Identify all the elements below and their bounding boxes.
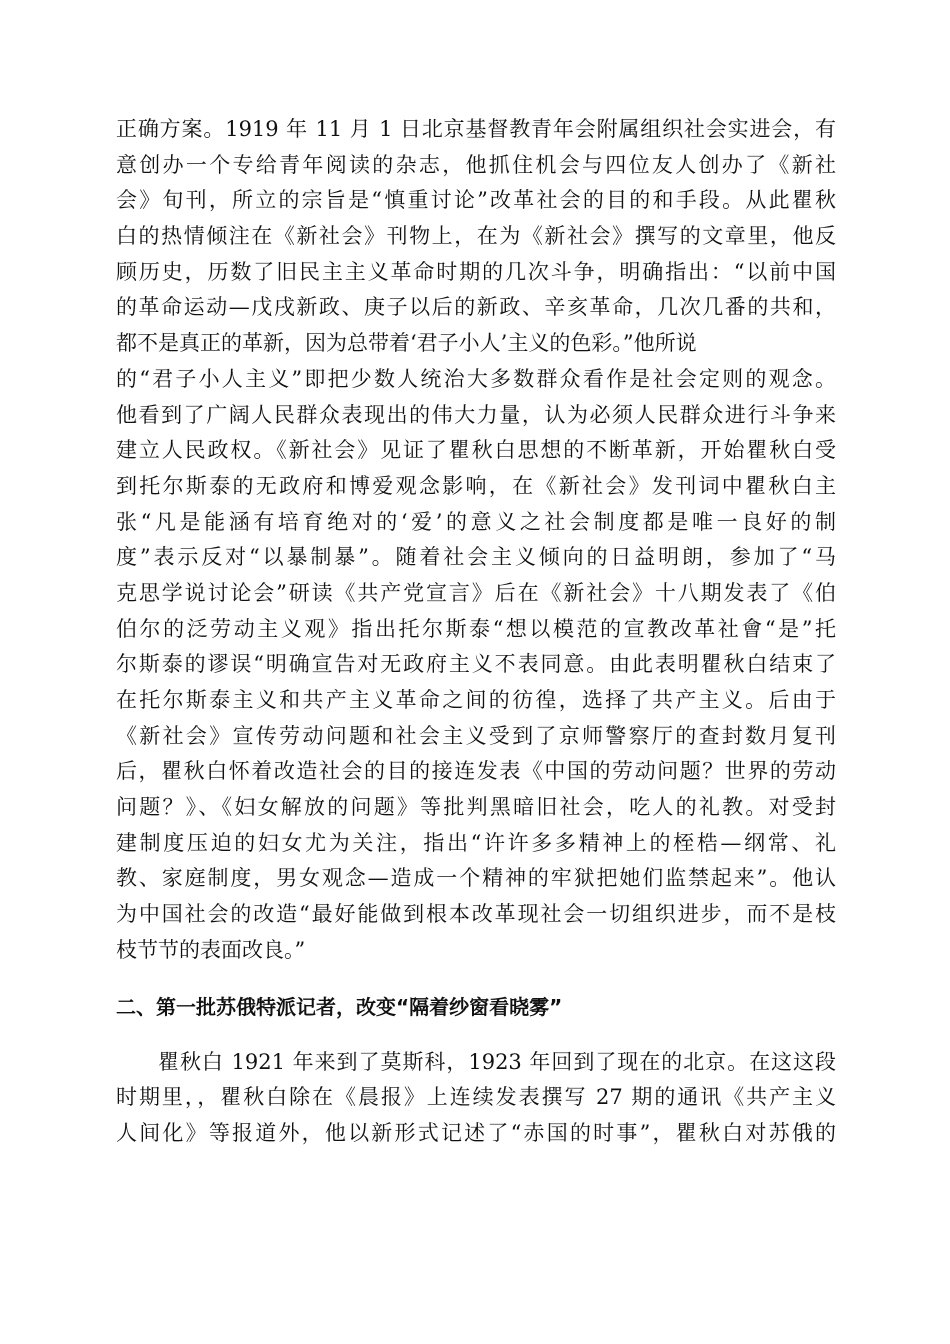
text-line: 教、家庭制度，男女观念—造成一个精神的牢狱把她们监禁起来”。他认 bbox=[116, 866, 836, 891]
text-line: 问题？》、《妇女解放的问题》等批判黑暗旧社会，吃人的礼教。对受封 bbox=[116, 795, 836, 820]
text-line: 后，瞿秋白怀着改造社会的目的接连发表《中国的劳动问题？世界的劳动 bbox=[116, 759, 836, 784]
text-line: 在托尔斯泰主义和共产主义革命之间的彷徨，选择了共产主义。后由于 bbox=[116, 688, 836, 712]
text-line: 的革命运动—戊戌新政、庚子以后的新政、辛亥革命，几次几番的共和， bbox=[116, 295, 836, 320]
text-line: 建制度压迫的妇女尤为关注，指出“许许多多精神上的桎梏—纲常、礼 bbox=[116, 830, 836, 855]
text-line: 克思学说讨论会”研读《共产党宣言》后在《新社会》十八期发表了《伯 bbox=[116, 580, 836, 605]
text-line: 他看到了广阔人民群众表现出的伟大力量，认为必须人民群众进行斗争来 bbox=[116, 402, 836, 427]
paragraph-1 bbox=[116, 112, 836, 969]
text-line: 正确方案。1919 年 11 月 1 日北京基督教青年会附属组织社会实进会，有 bbox=[116, 117, 836, 141]
text-line: 的“君子小人主义”即把少数人统治大多数群众看作是社会定则的观念。 bbox=[116, 366, 836, 391]
text-line: 建立人民政权。《新社会》见证了瞿秋白思想的不断革新，开始瞿秋白受 bbox=[116, 438, 836, 463]
text-line: 白的热情倾注在《新社会》刊物上，在为《新社会》撰写的文章里，他反 bbox=[116, 224, 836, 249]
text-line: 顾历史，历数了旧民主主义革命时期的几次斗争，明确指出：“以前中国 bbox=[116, 259, 836, 284]
text-line: 枝节节的表面改良。” bbox=[116, 937, 306, 962]
text-line: 伯尔的泛劳动主义观》指出托尔斯泰“想以模范的宣教改革社會“是”托 bbox=[116, 616, 836, 641]
text-line: 时期里，，瞿秋白除在《晨报》上连续发表撰写 27 期的通讯《共产主义 bbox=[116, 1085, 836, 1110]
text-line: 都不是真正的革新，因为总带着‘君子小人’主义的色彩。”他所说 bbox=[116, 331, 697, 356]
text-line: 会》旬刊，所立的宗旨是“慎重讨论”改革社会的目的和手段。从此瞿秋 bbox=[116, 188, 836, 213]
text-line: 张“凡是能涵有培育绝对的‘爱’的意义之社会制度都是唯一良好的制 bbox=[116, 509, 836, 534]
section-heading: 二、第一批苏俄特派记者，改变“隔着纱窗看晓雾” bbox=[116, 994, 563, 1019]
text-line: 尔斯泰的谬误“明确宣告对无政府主义不表同意。由此表明瞿秋白结束了 bbox=[116, 652, 836, 677]
document-page bbox=[116, 112, 836, 1152]
text-line: 人间化》等报道外，他以新形式记述了“赤国的时事”，瞿秋白对苏俄的 bbox=[116, 1120, 836, 1145]
text-line: 度”表示反对“以暴制暴”。随着社会主义倾向的日益明朗，参加了“马 bbox=[116, 545, 836, 570]
text-line: 意创办一个专给青年阅读的杂志，他抓住机会与四位友人创办了《新社 bbox=[116, 152, 836, 177]
text-line: 到托尔斯泰的无政府和博爱观念影响，在《新社会》发刊词中瞿秋白主 bbox=[116, 473, 836, 498]
text-line: 瞿秋白 1921 年来到了莫斯科，1923 年回到了现在的北京。在这这段 bbox=[158, 1049, 836, 1074]
text-line: 《新社会》宣传劳动问题和社会主义受到了京师警察厅的查封数月复刊 bbox=[116, 723, 836, 748]
paragraph-2 bbox=[116, 1045, 836, 1152]
text-line: 为中国社会的改造“最好能做到根本改革现社会一切组织进步，而不是枝 bbox=[116, 902, 836, 927]
